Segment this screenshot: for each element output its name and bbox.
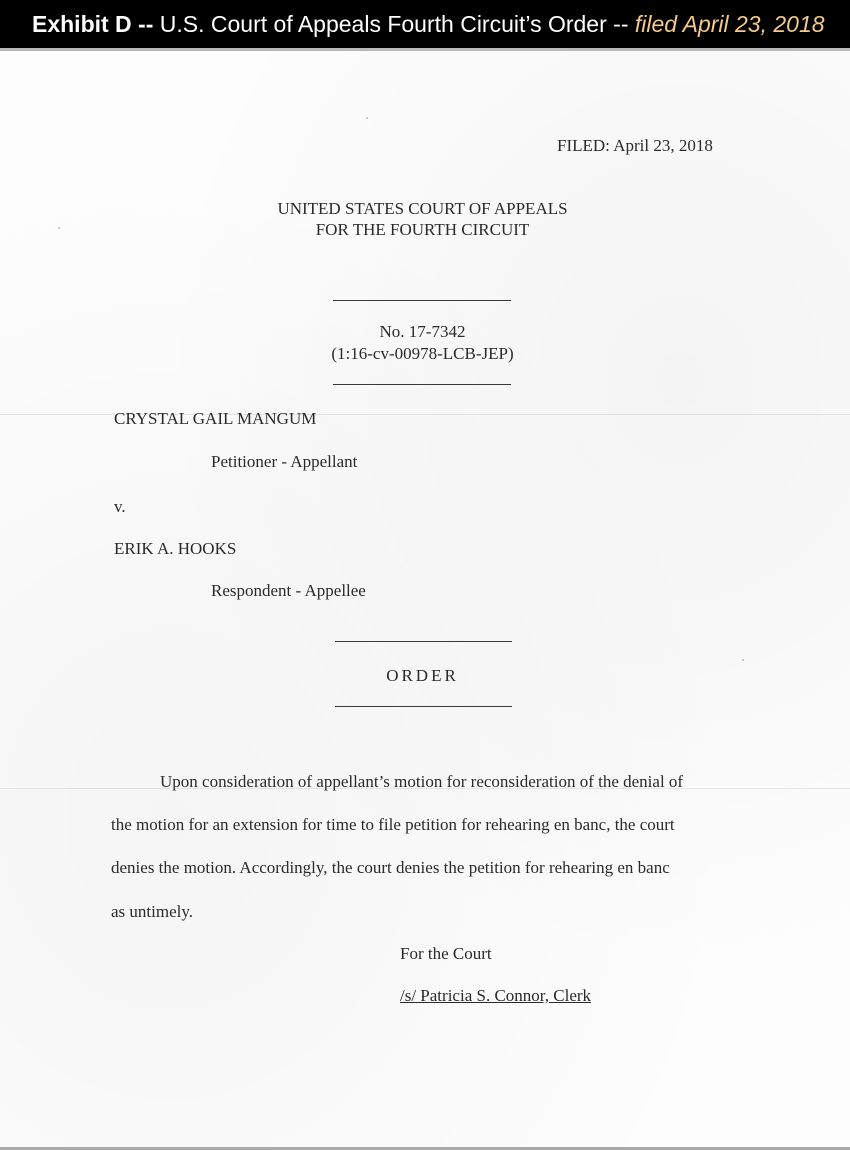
order-body-line: as untimely. [111,902,193,921]
exhibit-label: Exhibit D [32,11,132,37]
divider-rule [335,641,512,642]
scan-speck [742,659,744,661]
order-title: ORDER [386,666,459,685]
banner-separator: -- [606,11,635,37]
divider-rule [333,384,511,385]
divider-rule [335,706,512,707]
banner-separator: -- [131,11,160,37]
respondent-role: Respondent - Appellee [211,581,366,600]
order-body-line: denies the motion. Accordingly, the court denies the petition for rehearing en banc [111,858,670,877]
petitioner-name: CRYSTAL GAIL MANGUM [114,409,317,428]
respondent-name: ERIK A. HOOKS [114,539,237,558]
order-body-line: the motion for an extension for time to file petition for rehearing en banc, the court [111,815,675,834]
petitioner-role: Petitioner - Appellant [211,452,358,471]
case-number: No. 17-7342 [379,322,466,341]
filed-date-line: FILED: April 23, 2018 [557,136,713,155]
court-circuit: FOR THE FOURTH CIRCUIT [315,220,530,239]
divider-rule [333,300,511,301]
versus: v. [114,497,126,516]
lower-court-case-number: (1:16-cv-00978-LCB-JEP) [331,344,514,363]
scan-speck [366,117,368,119]
for-the-court: For the Court [400,944,492,963]
banner-title: U.S. Court of Appeals Fourth Circuit’s Order [159,11,607,37]
clerk-signature: /s/ Patricia S. Connor, Clerk [400,986,592,1005]
court-name: UNITED STATES COURT OF APPEALS [277,199,568,218]
exhibit-banner [0,0,850,48]
banner-filed-date: filed April 23, 2018 [634,11,825,37]
order-body-line: Upon consideration of appellant’s motion for reconsideration of the denial of [160,772,684,791]
